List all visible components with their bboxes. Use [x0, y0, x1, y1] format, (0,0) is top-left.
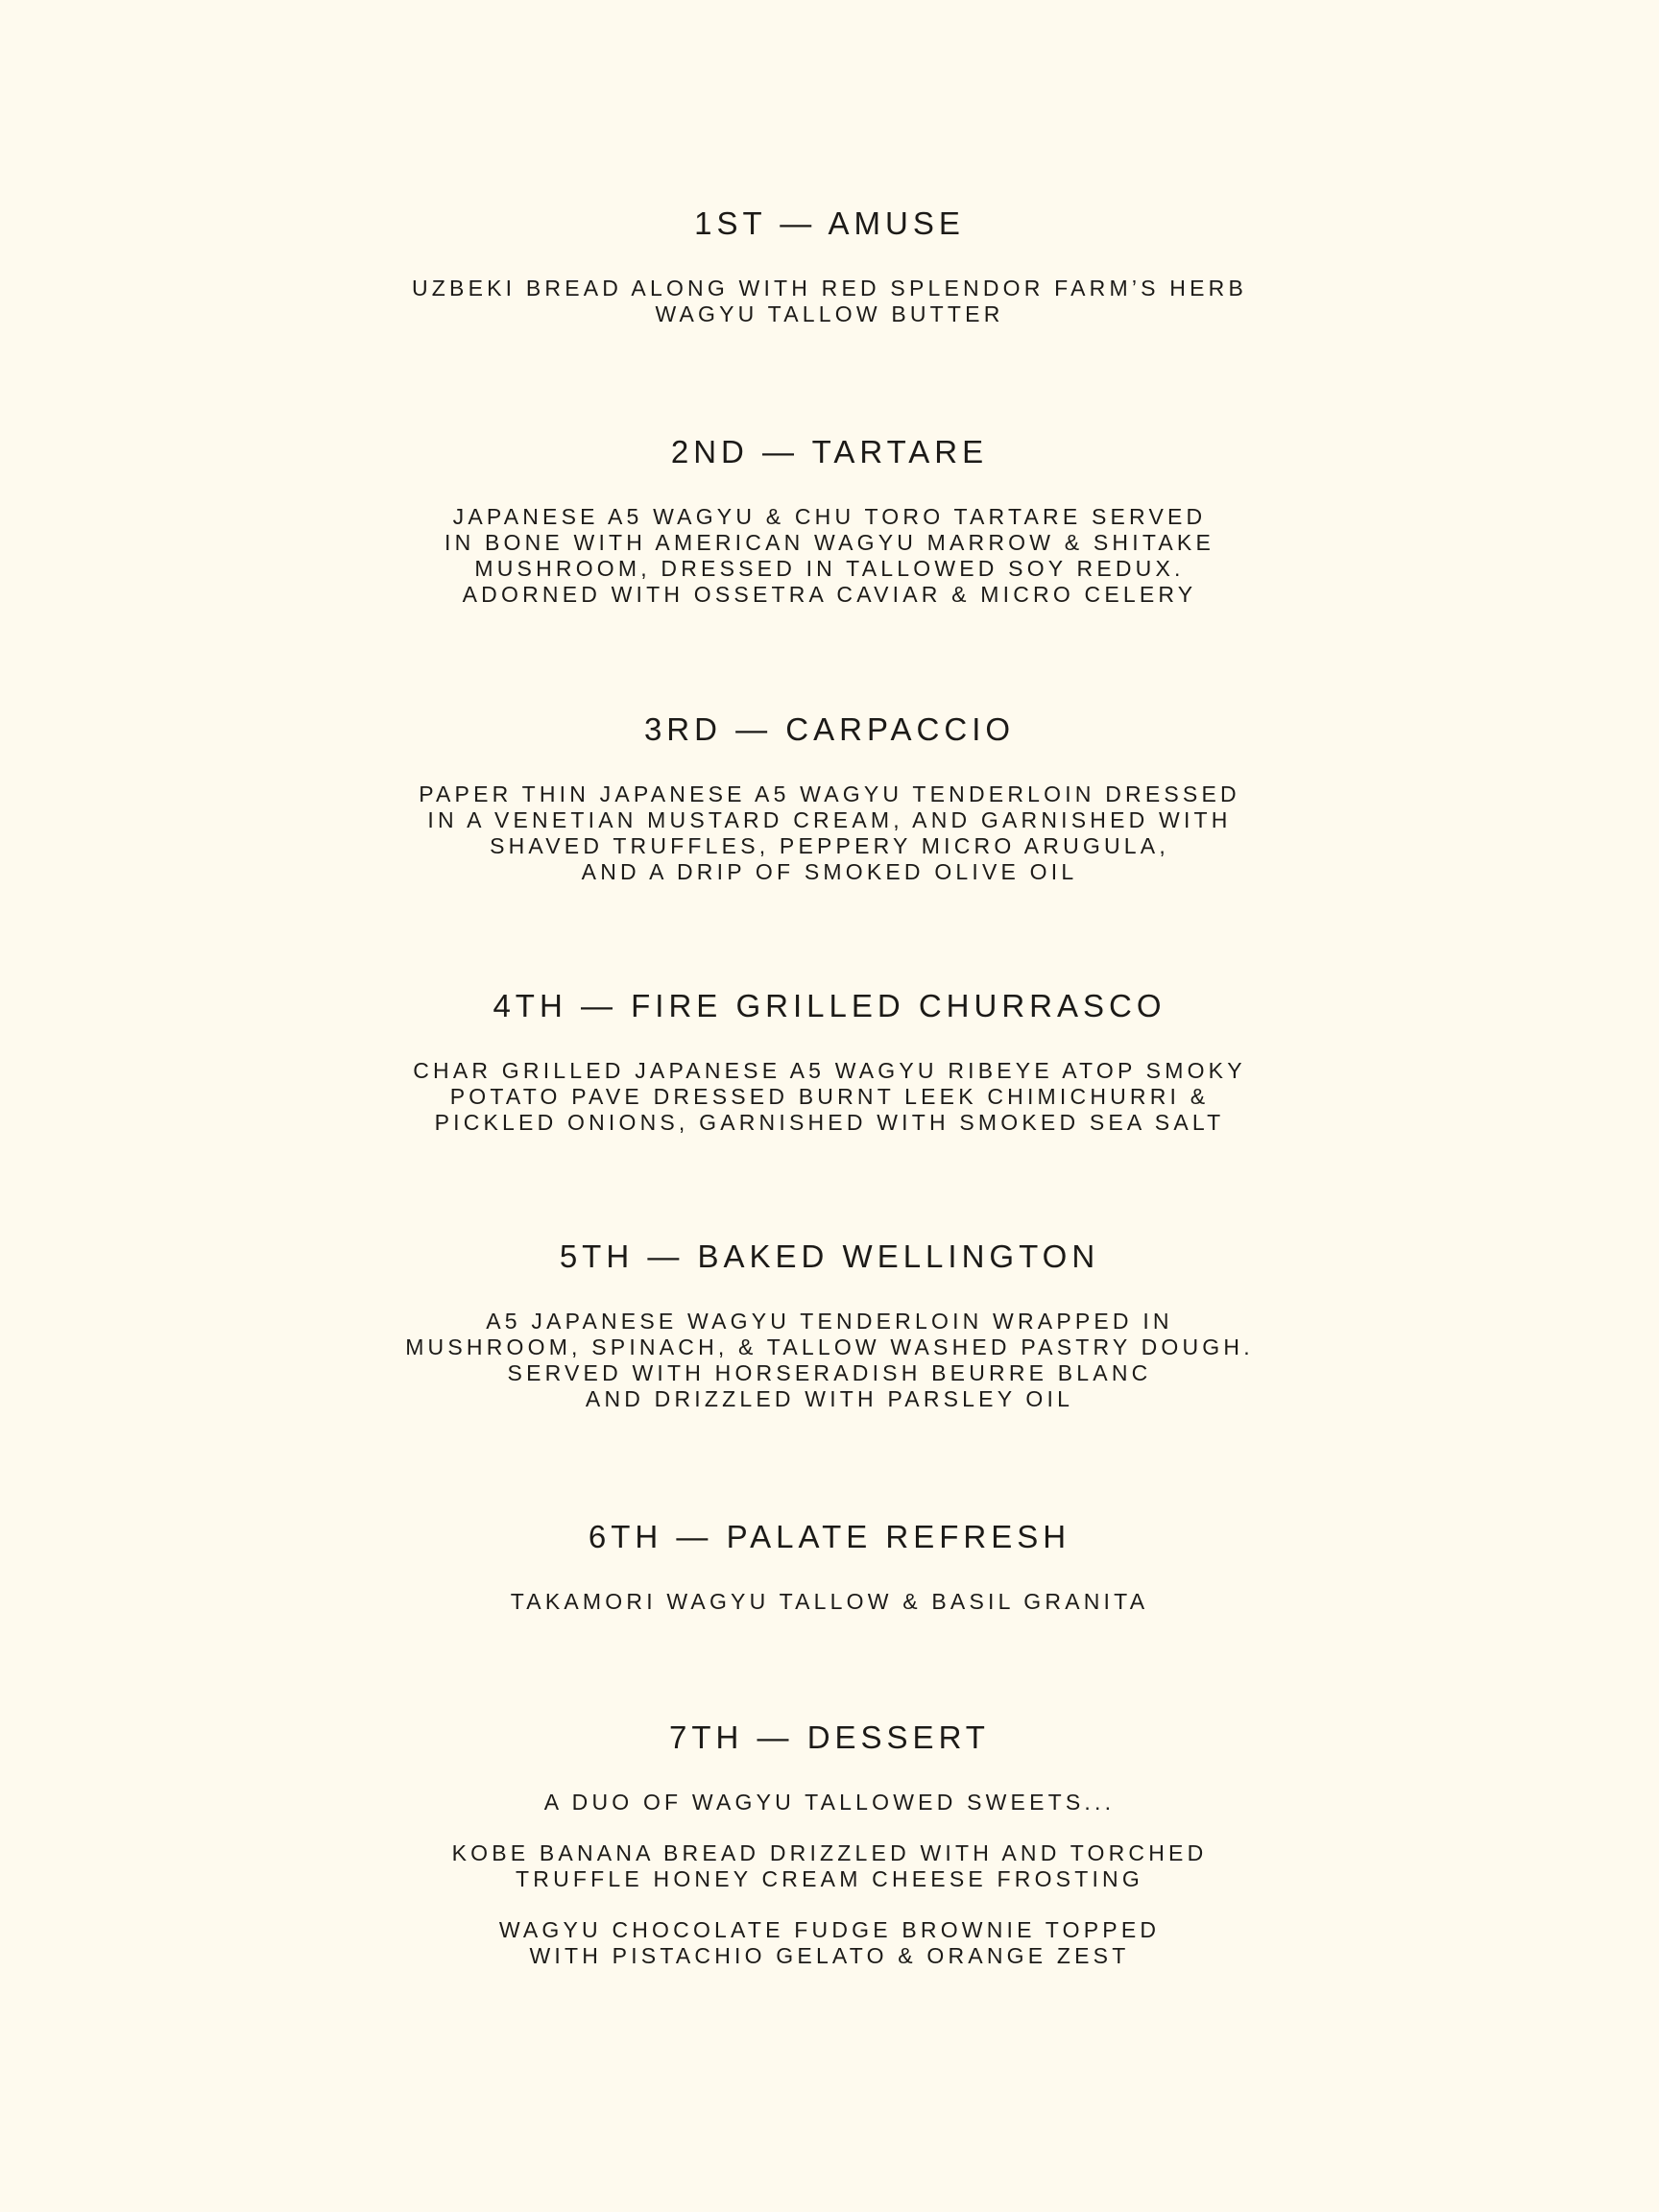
description-line: KOBE BANANA BREAD DRIZZLED WITH AND TORCHED [451, 1840, 1208, 1865]
description-line: POTATO PAVE DRESSED BURNT LEEK CHIMICHURRI & [449, 1084, 1210, 1109]
description-line: AND DRIZZLED WITH PARSLEY OIL [585, 1386, 1074, 1411]
description-line: MUSHROOM, SPINACH, & TALLOW WASHED PASTRY DOUGH. [405, 1334, 1254, 1359]
course-title: 3RD — CARPACCIO [643, 711, 1016, 747]
description-line: WAGYU CHOCOLATE FUDGE BROWNIE TOPPED [498, 1917, 1161, 1942]
description-line: ADORNED WITH OSSETRA CAVIAR & MICRO CELERY [462, 582, 1197, 607]
description-line: WITH PISTACHIO GELATO & ORANGE ZEST [529, 1943, 1130, 1968]
course-title: 4TH — FIRE GRILLED CHURRASCO [493, 988, 1166, 1023]
description-paragraph [0, 1309, 1659, 1412]
course-title: 5TH — BAKED WELLINGTON [559, 1238, 1100, 1274]
description-line: SERVED WITH HORSERADISH BEURRE BLANC [507, 1360, 1152, 1385]
course-description [0, 504, 1659, 608]
description-line: TAKAMORI WAGYU TALLOW & BASIL GRANITA [510, 1589, 1149, 1614]
description-line: JAPANESE A5 WAGYU & CHU TORO TARTARE SERVED [452, 504, 1207, 529]
course-description [0, 1790, 1659, 1969]
description-paragraph [0, 1790, 1659, 1815]
description-line: CHAR GRILLED JAPANESE A5 WAGYU RIBEYE ATOP SMOKY [413, 1058, 1246, 1083]
description-line: SHAVED TRUFFLES, PEPPERY MICRO ARUGULA, [490, 833, 1169, 858]
description-line: WAGYU TALLOW BUTTER [655, 301, 1004, 326]
description-line: PICKLED ONIONS, GARNISHED WITH SMOKED SEA SALT [434, 1110, 1225, 1135]
description-paragraph [0, 781, 1659, 885]
description-line: AND A DRIP OF SMOKED OLIVE OIL [581, 859, 1078, 884]
description-line: UZBEKI BREAD ALONG WITH RED SPLENDOR FARM’S HERB [412, 276, 1247, 301]
description-line: A5 JAPANESE WAGYU TENDERLOIN WRAPPED IN [486, 1309, 1173, 1334]
course-1 [0, 204, 1659, 327]
course-7 [0, 1719, 1659, 1969]
description-line: A DUO OF WAGYU TALLOWED SWEETS... [543, 1790, 1116, 1815]
description-paragraph [0, 1589, 1659, 1615]
course-description [0, 1589, 1659, 1615]
description-line: IN BONE WITH AMERICAN WAGYU MARROW & SHITAKE [444, 530, 1214, 555]
description-line: PAPER THIN JAPANESE A5 WAGYU TENDERLOIN DRESSED [419, 781, 1240, 806]
course-title: 7TH — DESSERT [669, 1719, 990, 1755]
description-line: IN A VENETIAN MUSTARD CREAM, AND GARNISHED WITH [427, 807, 1232, 832]
course-5 [0, 1238, 1659, 1412]
description-line: MUSHROOM, DRESSED IN TALLOWED SOY REDUX. [474, 556, 1185, 581]
description-paragraph [0, 1058, 1659, 1136]
course-description [0, 1309, 1659, 1412]
course-description [0, 276, 1659, 327]
course-title: 1ST — AMUSE [694, 205, 965, 241]
course-3 [0, 710, 1659, 885]
course-2 [0, 433, 1659, 608]
description-line: TRUFFLE HONEY CREAM CHEESE FROSTING [516, 1866, 1143, 1891]
course-description [0, 1058, 1659, 1136]
course-title: 2ND — TARTARE [670, 434, 989, 469]
course-6 [0, 1518, 1659, 1615]
description-paragraph [0, 504, 1659, 608]
description-paragraph [0, 1840, 1659, 1892]
description-paragraph [0, 1917, 1659, 1969]
course-description [0, 781, 1659, 885]
course-4 [0, 987, 1659, 1136]
course-title: 6TH — PALATE REFRESH [588, 1519, 1071, 1554]
description-paragraph [0, 276, 1659, 327]
